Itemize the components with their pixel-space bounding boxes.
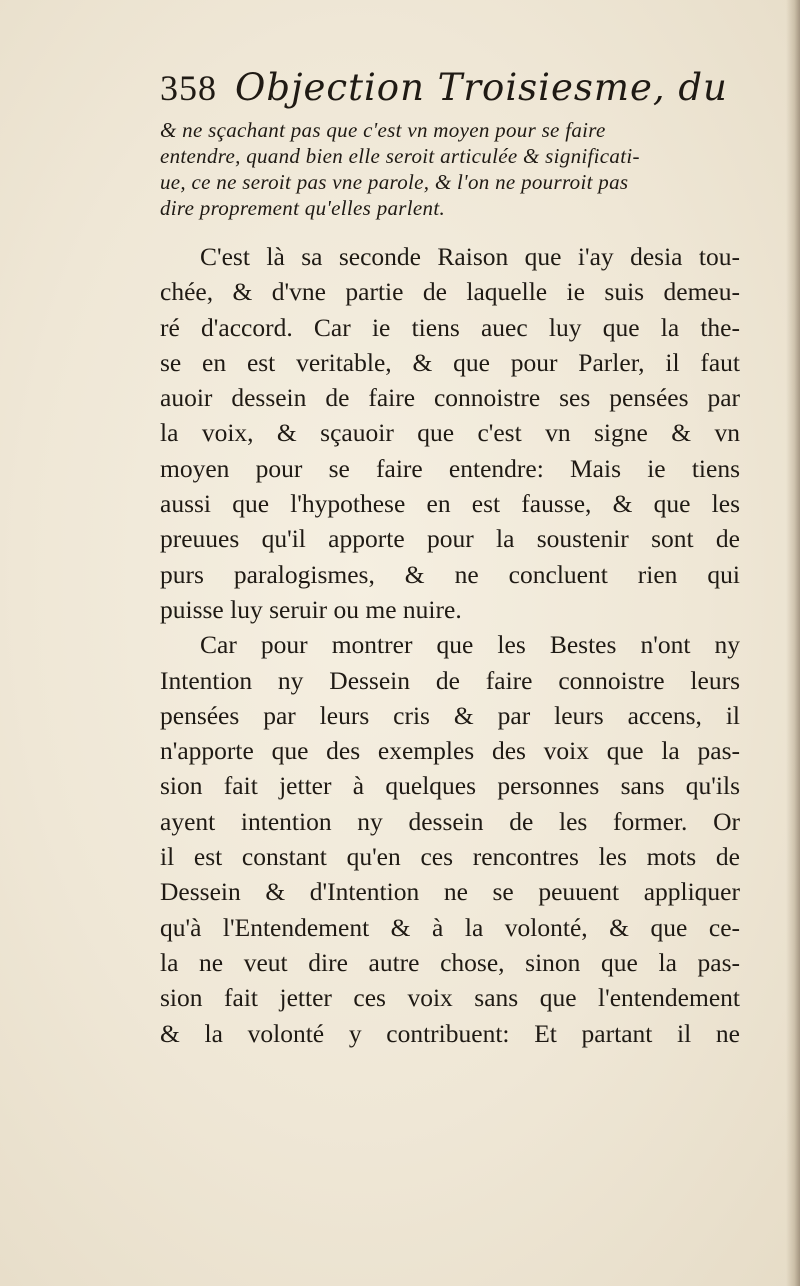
text-line: auoir dessein de faire connoistre ses pensées par [160,383,740,413]
text-line: n'apporte que des exemples des voix que la pas- [160,736,740,766]
text-line: Car pour montrer que les Bestes n'ont ny [200,630,740,660]
text-line: chée, & d'vne partie de laquelle ie suis demeu- [160,277,740,307]
text-line: pensées par leurs cris & par leurs accens, il [160,700,740,730]
text-line: il est constant qu'en ces rencontres les mots de [160,842,740,872]
text-line: purs paralogismes, & ne concluent rien qui [160,559,740,589]
text-line: Intention ny Dessein de faire connoistre leurs [160,665,740,695]
paragraph-1 [160,239,740,627]
text-line: qu'à l'Entendement & à la volonté, & que ce- [160,912,740,942]
text-line: sion fait jetter ces voix sans que l'entendement [160,983,740,1013]
text-line: Dessein & d'Intention ne se peuuent appliquer [160,877,740,907]
quote-line: entendre, quand bien elle seroit articulée & significati- [160,144,640,168]
page-edge-shadow [786,0,800,1286]
text-line: ayent intention ny dessein de les former. Or [160,806,740,836]
text-line: se en est veritable, & que pour Parler, il faut [160,347,740,377]
text-line: sion fait jetter à quelques personnes sans qu'ils [160,771,740,801]
quote-line: dire proprement qu'elles parlent. [160,196,446,220]
page-header [160,66,760,114]
text-line: & la volonté y contribuent: Et partant il ne [160,1018,740,1048]
text-line: preuues qu'il apporte pour la soustenir sont de [160,524,740,554]
text-line: la ne veut dire autre chose, sinon que la pas- [160,947,740,977]
quote-line: ue, ce ne seroit pas vne parole, & l'on ne pourroit pas [160,170,629,194]
running-title: Objection Troisiesme, du [235,66,728,109]
text-line: aussi que l'hypothese en est fausse, & que les [160,489,740,519]
text-line: la voix, & sçauoir que c'est vn signe & vn [160,418,740,448]
text-line: ré d'accord. Car ie tiens auec luy que la the- [160,312,740,342]
text-line: moyen pour se faire entendre: Mais ie tiens [160,453,740,483]
body-text [160,239,740,1051]
italic-quotation [160,117,740,221]
quote-line: & ne sçachant pas que c'est vn moyen pour se faire [160,118,606,142]
text-line: C'est là sa seconde Raison que i'ay desia tou- [200,242,740,271]
page-number: 358 [160,68,217,108]
paragraph-2 [160,627,740,1051]
text-line: puisse luy seruir ou me nuire. [160,594,462,624]
